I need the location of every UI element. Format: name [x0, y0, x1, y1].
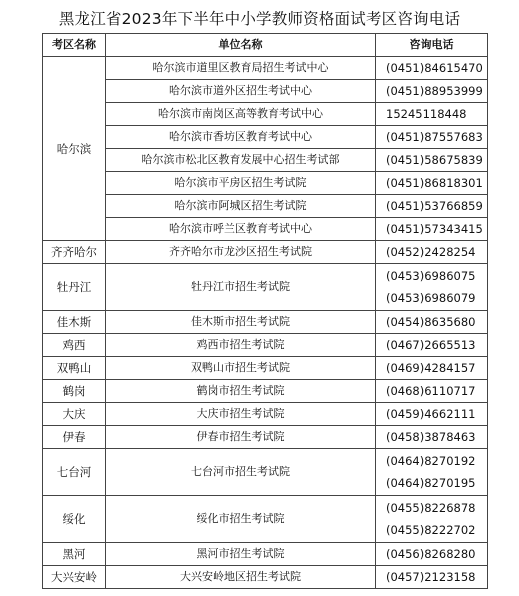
unit-name-cell: 哈尔滨市道里区教育局招生考试中心 [106, 57, 376, 80]
table-row [43, 126, 488, 149]
table-row [43, 172, 488, 195]
unit-name-cell: 哈尔滨市阿城区招生考试院 [106, 195, 376, 218]
unit-name-cell: 哈尔滨市香坊区教育考试中心 [106, 126, 376, 149]
unit-name-cell: 哈尔滨市呼兰区教育考试中心 [106, 218, 376, 241]
phone-cell: (0467)2665513 [376, 334, 488, 357]
phone-cell: (0468)6110717 [376, 380, 488, 403]
unit-name-cell: 大兴安岭地区招生考试院 [106, 566, 376, 589]
table-row [43, 264, 488, 311]
header-region: 考区名称 [43, 34, 106, 57]
region-cell: 佳木斯 [43, 311, 106, 334]
phone-cell: (0451)87557683 [376, 126, 488, 149]
phone-cell: 15245118448 [376, 103, 488, 126]
table-row [43, 334, 488, 357]
unit-name-cell: 哈尔滨市松北区教育发展中心招生考试部 [106, 149, 376, 172]
phone-cell [376, 449, 488, 496]
phone-number: (0453)6986079 [386, 291, 476, 305]
table-row [43, 380, 488, 403]
table-row [43, 241, 488, 264]
unit-name-cell: 七台河市招生考试院 [106, 449, 376, 496]
unit-name-cell: 绥化市招生考试院 [106, 496, 376, 543]
contact-table [42, 33, 488, 589]
phone-cell: (0451)58675839 [376, 149, 488, 172]
unit-name-cell: 佳木斯市招生考试院 [106, 311, 376, 334]
table-row [43, 218, 488, 241]
phone-cell: (0458)3878463 [376, 426, 488, 449]
table-row [43, 426, 488, 449]
table-row [43, 311, 488, 334]
phone-cell: (0451)57343415 [376, 218, 488, 241]
table-row [43, 496, 488, 543]
header-phone: 咨询电话 [376, 34, 488, 57]
page-title: 黑龙江省2023年下半年中小学教师资格面试考区咨询电话 [58, 10, 461, 28]
phone-cell: (0451)53766859 [376, 195, 488, 218]
table-row [43, 57, 488, 80]
region-cell: 大庆 [43, 403, 106, 426]
table-body [43, 57, 488, 589]
region-cell: 伊春 [43, 426, 106, 449]
unit-name-cell: 齐齐哈尔市龙沙区招生考试院 [106, 241, 376, 264]
region-cell: 牡丹江 [43, 264, 106, 311]
table-row [43, 543, 488, 566]
region-cell: 绥化 [43, 496, 106, 543]
table-row [43, 80, 488, 103]
phone-number: (0455)8226878 [386, 501, 476, 515]
phone-cell: (0452)2428254 [376, 241, 488, 264]
phone-cell [376, 496, 488, 543]
table-row [43, 449, 488, 496]
table-row [43, 357, 488, 380]
unit-name-cell: 哈尔滨市南岗区高等教育考试中心 [106, 103, 376, 126]
region-cell: 七台河 [43, 449, 106, 496]
unit-name-cell: 牡丹江市招生考试院 [106, 264, 376, 311]
phone-cell: (0469)4284157 [376, 357, 488, 380]
header-row [43, 34, 488, 57]
unit-name-cell: 大庆市招生考试院 [106, 403, 376, 426]
phone-number: (0464)8270195 [386, 476, 476, 490]
region-cell: 鹤岗 [43, 380, 106, 403]
region-cell: 大兴安岭 [43, 566, 106, 589]
header-unit: 单位名称 [106, 34, 376, 57]
unit-name-cell: 黑河市招生考试院 [106, 543, 376, 566]
unit-name-cell: 哈尔滨市道外区招生考试中心 [106, 80, 376, 103]
phone-cell: (0456)8268280 [376, 543, 488, 566]
unit-name-cell: 双鸭山市招生考试院 [106, 357, 376, 380]
phone-number: (0464)8270192 [386, 454, 476, 468]
table-row [43, 149, 488, 172]
unit-name-cell: 哈尔滨市平房区招生考试院 [106, 172, 376, 195]
phone-cell: (0451)88953999 [376, 80, 488, 103]
phone-cell: (0457)2123158 [376, 566, 488, 589]
unit-name-cell: 鹤岗市招生考试院 [106, 380, 376, 403]
phone-cell: (0459)4662111 [376, 403, 488, 426]
phone-cell: (0454)8635680 [376, 311, 488, 334]
unit-name-cell: 伊春市招生考试院 [106, 426, 376, 449]
region-cell: 双鸭山 [43, 357, 106, 380]
phone-number: (0455)8222702 [386, 523, 476, 537]
phone-cell [376, 264, 488, 311]
region-cell: 黑河 [43, 543, 106, 566]
phone-number: (0453)6986075 [386, 269, 476, 283]
region-cell: 哈尔滨 [43, 57, 106, 241]
phone-cell: (0451)84615470 [376, 57, 488, 80]
unit-name-cell: 鸡西市招生考试院 [106, 334, 376, 357]
table-row [43, 195, 488, 218]
region-cell: 鸡西 [43, 334, 106, 357]
table-row [43, 103, 488, 126]
phone-cell: (0451)86818301 [376, 172, 488, 195]
region-cell: 齐齐哈尔 [43, 241, 106, 264]
table-row [43, 566, 488, 589]
table-row [43, 403, 488, 426]
